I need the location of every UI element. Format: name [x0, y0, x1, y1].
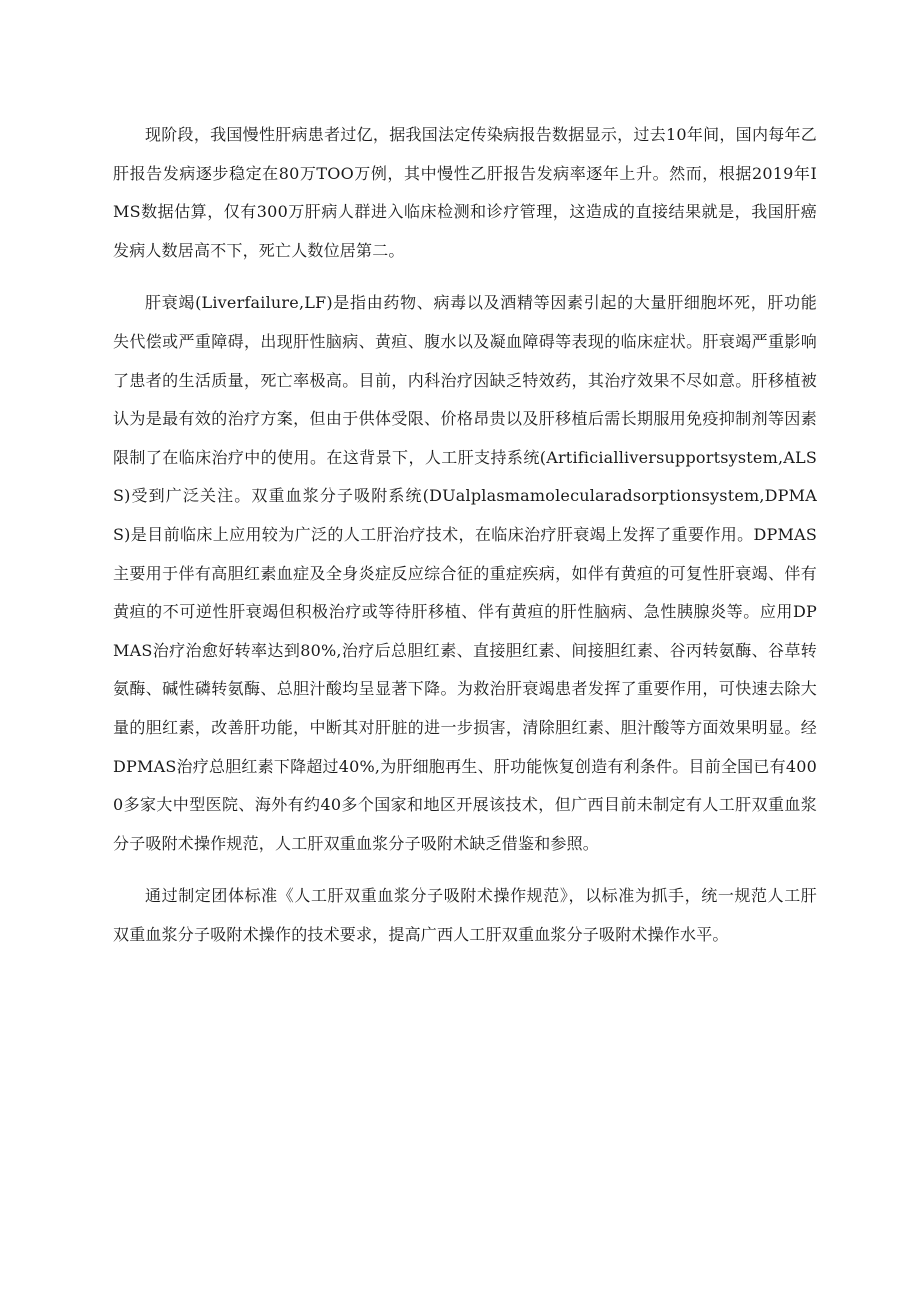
- paragraph-liver-disease-status: 现阶段，我国慢性肝病患者过亿，据我国法定传染病报告数据显示，过去10年间，国内每年乙肝报告发病逐步稳定在80万TOO万例，其中慢性乙肝报告发病率逐年上升。然而，根据2019年IMS数据估算，仅有300万肝病人群进入临床检测和诊疗管理，这造成的直接结果就是，我国肝癌发病人数居高不下，死亡人数位居第二。: [113, 125, 817, 260]
- paragraph-standard-purpose: 通过制定团体标准《人工肝双重血浆分子吸附术操作规范》，以标准为抓手，统一规范人工肝双重血浆分子吸附术操作的技术要求，提高广西人工肝双重血浆分子吸附术操作水平。: [113, 886, 817, 944]
- paragraph-liver-failure-dpmas: 肝衰竭(Liverfailure,LF)是指由药物、病毒以及酒精等因素引起的大量肝细胞坏死，肝功能失代偿或严重障碍，出现肝性脑病、黄疸、腹水以及凝血障碍等表现的临床症状。肝衰竭严重影响了患者的生活质量，死亡率极高。目前，内科治疗因缺乏特效药，其治疗效果不尽如意。肝移植被认为是最有效的治疗方案，但由于供体受限、价格昂贵以及肝移植后需长期服用免疫抑制剂等因素限制了在临床治疗中的使用。在这背景下，人工肝支持系统(Artificialliversupportsystem,ALSS)受到广泛关注。双重血浆分子吸附系统(DUalplasmamolecularadsorptionsystem,DPMAS)是目前临床上应用较为广泛的人工肝治疗技术，在临床治疗肝衰竭上发挥了重要作用。DPMAS主要用于伴有高胆红素血症及全身炎症反应综合征的重症疾病，如伴有黄疸的可复性肝衰竭、伴有黄疸的不可逆性肝衰竭但积极治疗或等待肝移植、伴有黄疸的肝性脑病、急性胰腺炎等。应用DPMAS治疗治愈好转率达到80%,治疗后总胆红素、直接胆红素、间接胆红素、谷丙转氨酶、谷草转氨酶、碱性磷转氨酶、总胆汁酸均呈显著下降。为救治肝衰竭患者发挥了重要作用，可快速去除大量的胆红素，改善肝功能，中断其对肝脏的进一步损害，清除胆红素、胆汁酸等方面效果明显。经DPMAS治疗总胆红素下降超过40%,为肝细胞再生、肝功能恢复创造有利条件。目前全国已有4000多家大中型医院、海外有约40多个国家和地区开展该技术，但广西目前未制定有人工肝双重血浆分子吸附术操作规范，人工肝双重血浆分子吸附术缺乏借鉴和参照。: [113, 293, 817, 853]
- document-body: [113, 116, 817, 954]
